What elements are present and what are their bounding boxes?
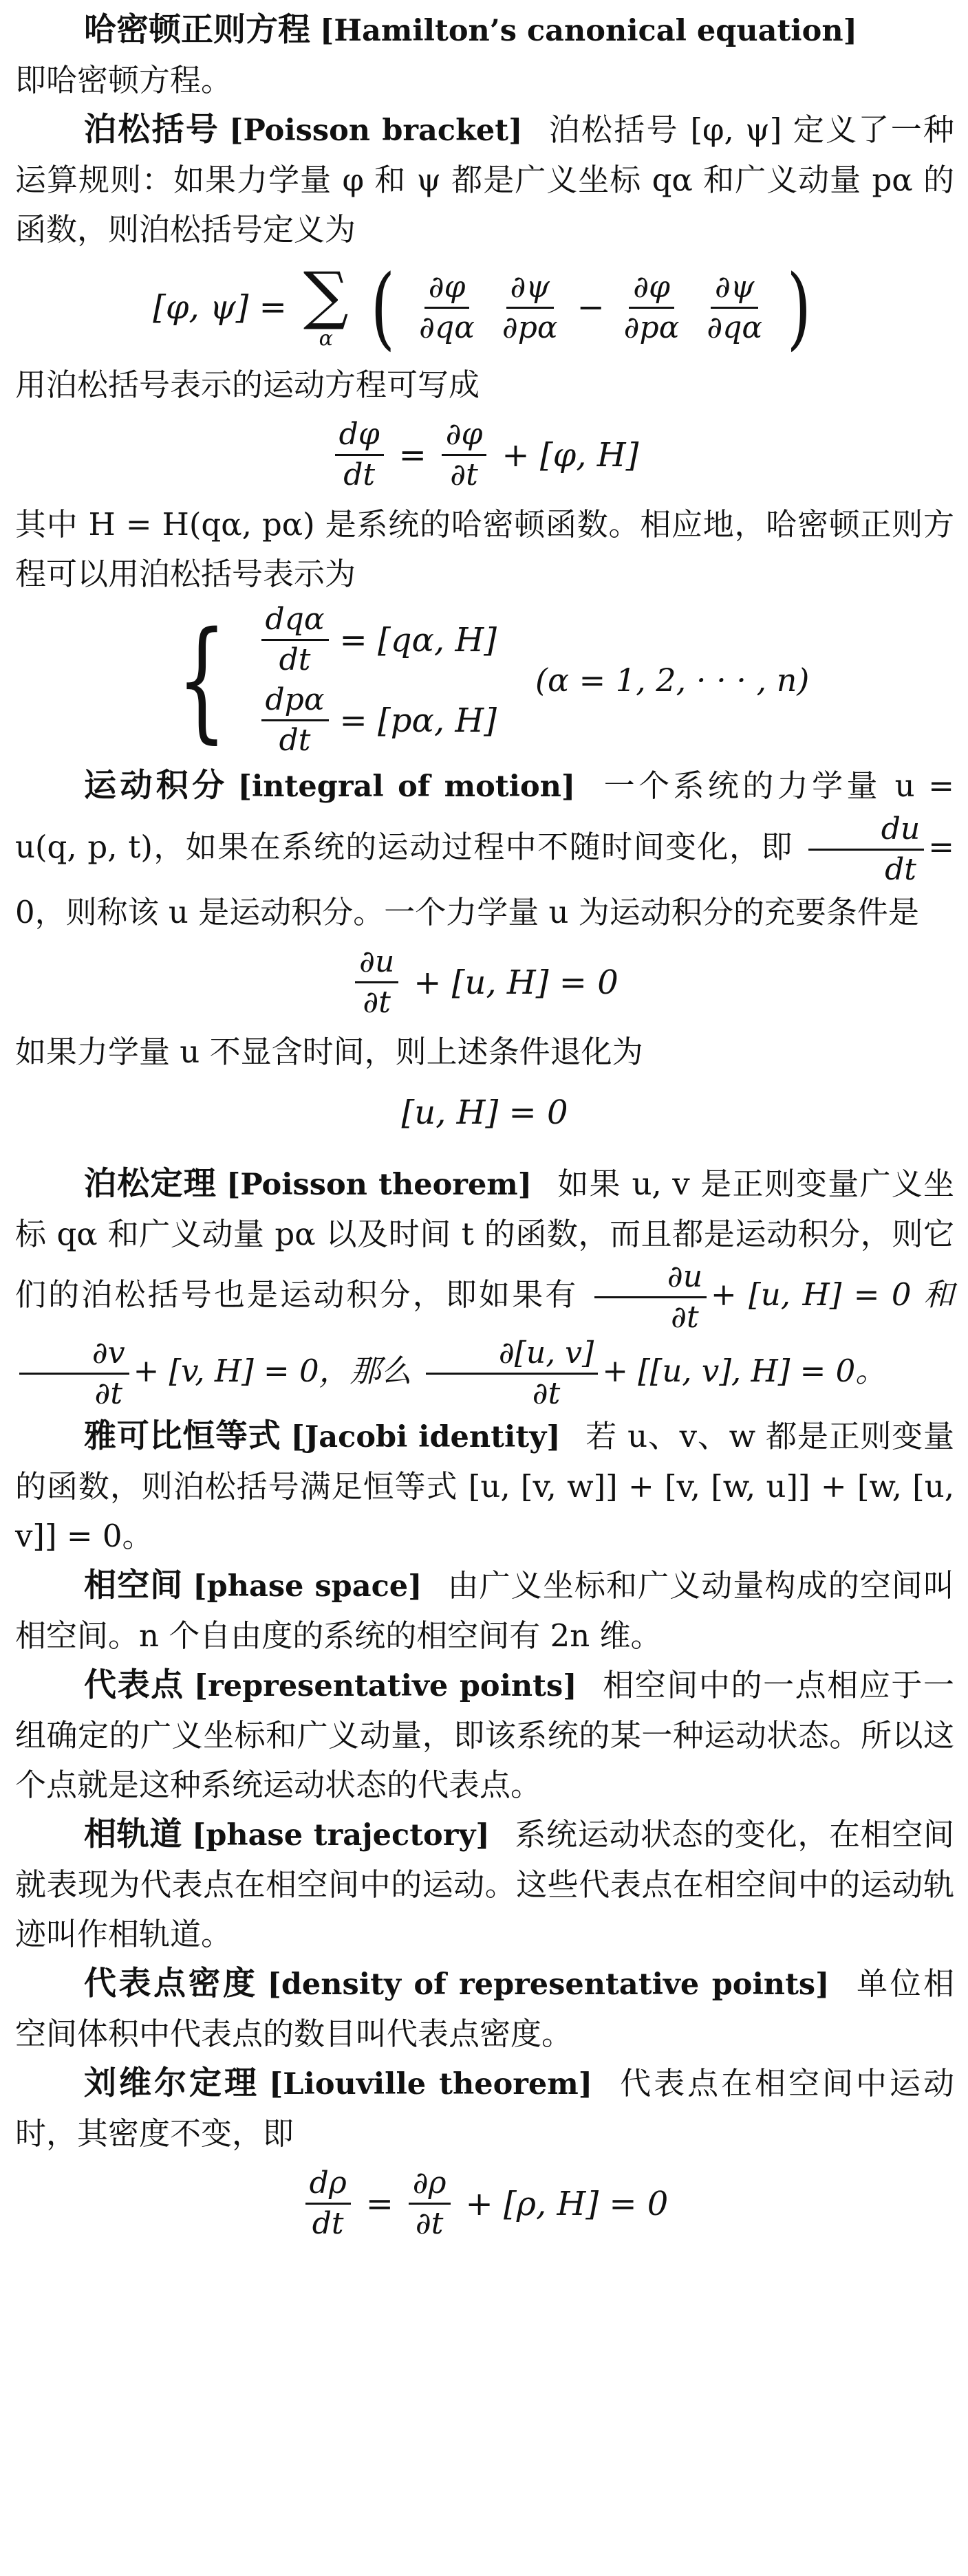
term-english: [integral of motion] [237,769,576,804]
inline-math: + [[u, v], H] = 0。 [602,1353,887,1389]
fraction [702,270,766,346]
term-english: [Poisson bracket] [229,113,523,148]
equals-sign: = [398,435,427,474]
motion-equation [15,417,954,493]
equation-system [257,602,497,758]
definition-text: 由广义坐标和广义动量构成的空间叫相空间。n 个自由度的系统的相空间有 2n 维。 [15,1567,954,1654]
term-title: 运动积分 [84,767,228,805]
numerator: ∂ψ [711,270,758,309]
entry-poisson-theorem [15,1159,954,1412]
numerator: ∂u [594,1259,707,1298]
term-english: [phase trajectory] [191,1818,490,1853]
degenerate-condition-text: 如果力学量 u 不显含时间，则上述条件退化为 [15,1034,643,1070]
inline-math: + [v, H] = 0，那么 [133,1353,412,1389]
denominator: dt [279,642,311,677]
numerator: ∂φ [424,270,470,309]
numerator: ∂ρ [409,2165,451,2205]
definition-text: 系统运动状态的变化，在相空间就表现为代表点在相空间中的运动。这些代表点在相空间中的运动轨迹叫作相轨道。 [15,1816,954,1952]
entry-phase-space [15,1561,954,1661]
definition-text: 代表点在相空间中运动时，其密度不变，即 [15,2065,954,2152]
term-english: [representative points] [193,1669,577,1703]
term-title: 泊松括号 [84,111,220,149]
definition-text: 单位相空间体积中代表点的数目叫代表点密度。 [15,1965,954,2052]
fraction [19,1335,129,1412]
numerator: dρ [305,2165,351,2205]
minus-sign: − [577,288,605,327]
fraction [409,2165,451,2242]
system-rhs: = [pα, H] [339,701,497,740]
fraction [426,1335,598,1412]
fraction [594,1259,707,1335]
degenerate-equation: [u, H] = 0 [401,1093,568,1132]
left-paren: ( [370,255,395,360]
hamiltonian-text: 其中 H = H(qα, pα) 是系统的哈密顿函数。相应地，哈密顿正则方程可以用泊松括号表示为 [15,506,954,592]
definition-text-cont: = 0，则称该 u 是运动积分。一个力学量 u 为运动积分的充要条件是 [15,829,954,930]
system-line [257,682,497,758]
equation-rest: + [u, H] = 0 [413,963,619,1002]
numerator: du [808,811,925,851]
term-english: [Jacobi identity] [290,1420,561,1454]
definition-text: 如果 u, v 是正则变量广义坐标 qα 和广义动量 pα 以及时间 t 的函数，而且都是运动积分，则它们的泊松括号也是运动积分，即如果有 [15,1166,954,1313]
equation-rest: + [φ, H] [502,435,639,474]
term-english: [Liouville theorem] [268,2067,593,2102]
entry-hamilton-text: 即哈密顿方程。 [15,62,233,98]
definition-text: 相空间中的一点相应于一组确定的广义坐标和广义动量，即该系统的某一种运动状态。所以这个点就是这种系统运动状态的代表点。 [15,1667,955,1803]
glossary-page [15,6,954,2249]
inline-math: + [u, H] = 0 和 [711,1276,954,1313]
numerator: dpα [261,682,329,721]
equation-rest: + [ρ, H] = 0 [465,2184,669,2223]
left-brace: { [176,604,227,756]
fraction [355,944,398,1020]
entry-jacobi-identity [15,1412,954,1561]
denominator: dt [885,852,916,887]
index-condition: (α = 1, 2, · · · , n) [535,662,810,699]
numerator: ∂u [355,944,398,983]
term-title: 哈密顿正则方程 [84,11,310,49]
right-paren: ) [786,255,812,360]
definition-text: 泊松括号 [φ, ψ] 定义了一种运算规则：如果力学量 φ 和 ψ 都是广义坐标 qα 和广义动量 pα 的函数，则泊松括号定义为 [15,111,954,248]
fraction [261,682,329,758]
entry-liouville-theorem [15,2059,954,2159]
denominator: dt [343,457,376,492]
denominator: ∂qα [419,309,475,345]
term-english: [density of representative points] [267,1967,830,2002]
numerator: ∂φ [442,417,487,456]
term-english: [phase space] [193,1569,422,1604]
fraction [335,417,384,493]
definition-text: 若 u、v、w 都是正则变量的函数，则泊松括号满足恒等式 [u, [v, w]] + [v, [w, u]] + [w, [u, v]] = 0。 [15,1418,954,1554]
numerator: dqα [261,602,329,641]
denominator: ∂pα [623,309,680,345]
denominator: ∂t [450,457,478,492]
entry-hamilton [15,6,954,56]
entry-phase-trajectory [15,1810,954,1959]
integral-condition-equation [15,944,954,1020]
numerator: dφ [335,417,384,456]
denominator: ∂qα [707,309,763,345]
numerator: ∂[u, v] [426,1335,598,1375]
entry-poisson-bracket [15,105,954,254]
denominator: ∂t [416,2206,444,2241]
system-rhs: = [qα, H] [339,620,497,659]
fraction [305,2165,351,2242]
fraction [620,270,684,346]
sum-index: α [319,327,333,351]
fraction [415,270,479,346]
term-title: 雅可比恒等式 [84,1417,281,1455]
denominator: ∂t [94,1376,123,1411]
term-english: [Hamilton’s canonical equation] [320,14,857,48]
numerator: ∂v [19,1335,129,1375]
numerator: ∂ψ [506,270,554,309]
term-title: 相轨道 [84,1815,182,1853]
term-title: 代表点密度 [84,1965,258,2002]
term-title: 代表点 [84,1666,184,1704]
denominator: dt [312,2206,344,2241]
denominator: ∂t [671,1300,699,1335]
fraction [808,811,925,888]
term-title: 泊松定理 [84,1165,217,1203]
term-title: 相空间 [84,1567,184,1604]
equation-lhs: [φ, ψ] = [153,288,287,327]
term-title: 刘维尔定理 [84,2064,259,2102]
fraction [498,270,562,346]
system-line [257,602,497,678]
liouville-equation [15,2165,954,2242]
fraction [442,417,487,493]
equals-sign: = [365,2184,394,2223]
entry-representative-points [15,1661,954,1810]
canonical-equation-system [15,602,954,758]
denominator: dt [279,723,311,758]
fraction [261,602,329,678]
definition-text: 一个系统的力学量 u = u(q, p, t)，如果在系统的运动过程中不随时间变化，即 [15,767,954,865]
denominator: ∂t [532,1376,561,1411]
motion-equation-intro: 用泊松括号表示的运动方程可写成 [15,367,480,403]
numerator: ∂φ [629,270,674,309]
entry-integral-of-motion [15,761,954,937]
denominator: ∂pα [502,309,558,345]
denominator: ∂t [363,985,391,1020]
entry-density-of-representative-points [15,1959,954,2059]
sum-symbol: ∑ α [303,259,349,351]
term-english: [Poisson theorem] [226,1168,533,1202]
poisson-bracket-equation [15,255,954,360]
